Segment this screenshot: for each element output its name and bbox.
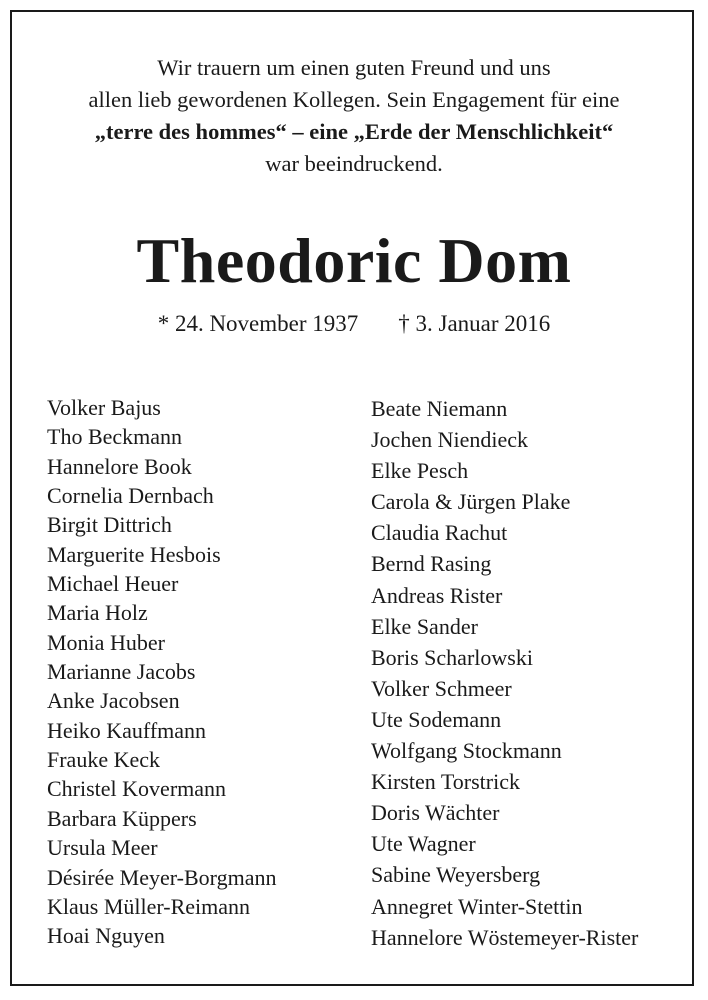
signer-name: Cornelia Dernbach (47, 483, 214, 509)
signer-name: Christel Kovermann (47, 776, 227, 802)
signers-left-column (47, 393, 276, 951)
life-dates (0, 308, 708, 340)
signer-name: Ursula Meer (47, 835, 158, 861)
signer-name: Doris Wächter (371, 800, 500, 826)
deceased-name: Theodoric Dom (136, 225, 572, 296)
signers-right-column (371, 393, 638, 953)
signer-name: Beate Niemann (371, 396, 508, 421)
intro-line-1: Wir trauern um einen guten Freund und uns (157, 55, 551, 80)
signer-name: Barbara Küppers (47, 805, 197, 831)
signer-name: Elke Sander (371, 613, 478, 639)
death-date: † 3. Januar 2016 (398, 311, 551, 336)
signer-name: Annegret Winter-Stettin (371, 893, 583, 919)
signer-name: Hoai Nguyen (47, 923, 165, 949)
signer-name: Bernd Rasing (371, 551, 492, 577)
intro-line-2: allen lieb gewordenen Kollegen. Sein Engagement für eine (88, 87, 620, 112)
signer-name: Ute Wagner (371, 831, 476, 857)
signer-name: Sabine Weyersberg (371, 862, 541, 888)
signer-name: Ute Sodemann (371, 706, 502, 732)
birth-date: * 24. November 1937 (157, 311, 359, 336)
signer-name: Maria Holz (47, 600, 148, 626)
intro-line-4: war beeindruckend. (265, 151, 443, 176)
signer-name: Anke Jacobsen (47, 688, 180, 714)
signer-name: Marianne Jacobs (47, 659, 196, 685)
intro-text (0, 52, 708, 180)
signer-name: Wolfgang Stockmann (371, 738, 562, 764)
signer-name: Kirsten Torstrick (371, 769, 520, 795)
signer-name: Heiko Kauffmann (47, 717, 207, 743)
signer-name: Hannelore Wöstemeyer-Rister (371, 924, 639, 950)
signer-name: Klaus Müller-Reimann (47, 893, 251, 919)
signer-name: Jochen Niendieck (371, 427, 528, 453)
signer-name: Volker Bajus (47, 395, 161, 420)
signer-name: Tho Beckmann (47, 424, 183, 450)
signer-name: Hannelore Book (47, 453, 192, 479)
signer-name: Frauke Keck (47, 747, 161, 773)
signer-name: Volker Schmeer (371, 675, 512, 701)
signer-name: Claudia Rachut (371, 520, 508, 546)
signer-name: Andreas Rister (371, 582, 503, 608)
intro-line-3: „terre des hommes“ – eine „Erde der Menschlichkeit“ (94, 119, 614, 144)
signer-name: Boris Scharlowski (371, 644, 533, 670)
signer-name: Monia Huber (47, 629, 165, 655)
signer-name: Marguerite Hesbois (47, 541, 221, 567)
signer-name: Elke Pesch (371, 458, 469, 484)
signer-name: Michael Heuer (47, 571, 179, 597)
signer-name: Birgit Dittrich (47, 512, 172, 538)
signer-name: Désirée Meyer-Borgmann (47, 864, 277, 890)
signer-name: Carola & Jürgen Plake (371, 489, 571, 515)
